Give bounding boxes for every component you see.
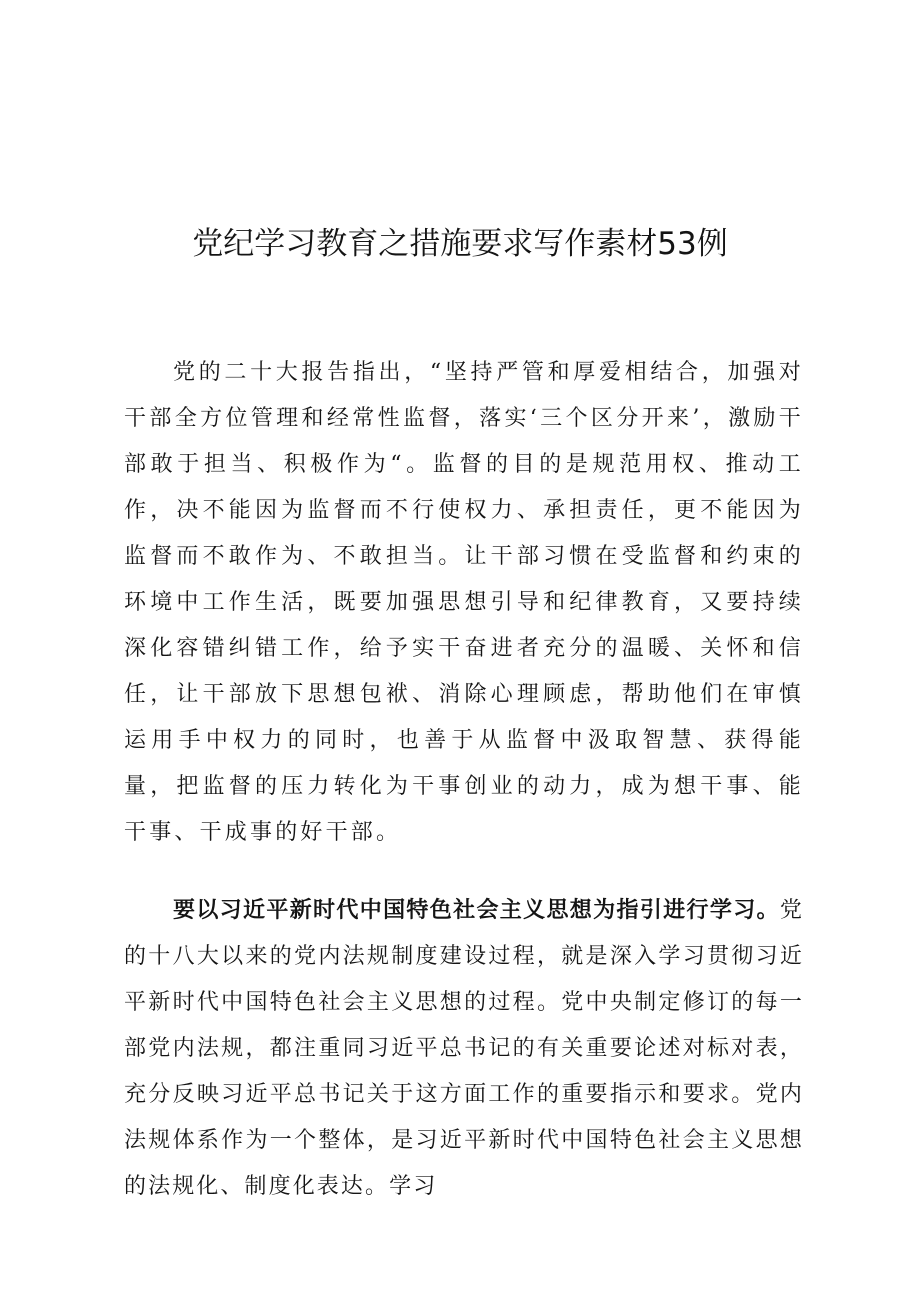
paragraph-2-body: 党的十八大以来的党内法规制度建设过程，就是深入学习贯彻习近平新时代中国特色社会主义思想的过程。党中央制定修订的每一部党内法规，都注重同习近平总书记的有关重要论述对标对表，充分反映习近平总书记关于这方面工作的重要指示和要求。党内法规体系作为一个整体，是习近平新时代中国特色社会主义思想的法规化、制度化表达。学习 — [124, 898, 804, 1199]
paragraph-2-lead: 要以习近平新时代中国特色社会主义思想为指引进行学习。 — [173, 897, 780, 923]
document-title: 党纪学习教育之措施要求写作素材53例 — [192, 226, 728, 262]
paragraph-1: 党的二十大报告指出，“坚持严管和厚爱相结合，加强对干部全方位管理和经常性监督，落实‘三个区分开来’，激励干部敢于担当、积极作为“。监督的目的是规范用权、推动工作，决不能因为监督而不行使权力、承担责任，更不能因为监督而不敢作为、不敢担当。让干部习惯在受监督和约束的环境中工作生活，既要加强思想引导和纪律教育，又要持续深化容错纠错工作，给予实干奋进者充分的温暖、关怀和信任，让干部放下思想包袱、消除心理顾虑，帮助他们在审慎运用手中权力的同时，也善于从监督中汲取智慧、获得能量，把监督的压力转化为干事创业的动力，成为想干事、能干事、干成事的好干部。 — [124, 360, 804, 845]
paragraph-2 — [124, 887, 804, 1210]
